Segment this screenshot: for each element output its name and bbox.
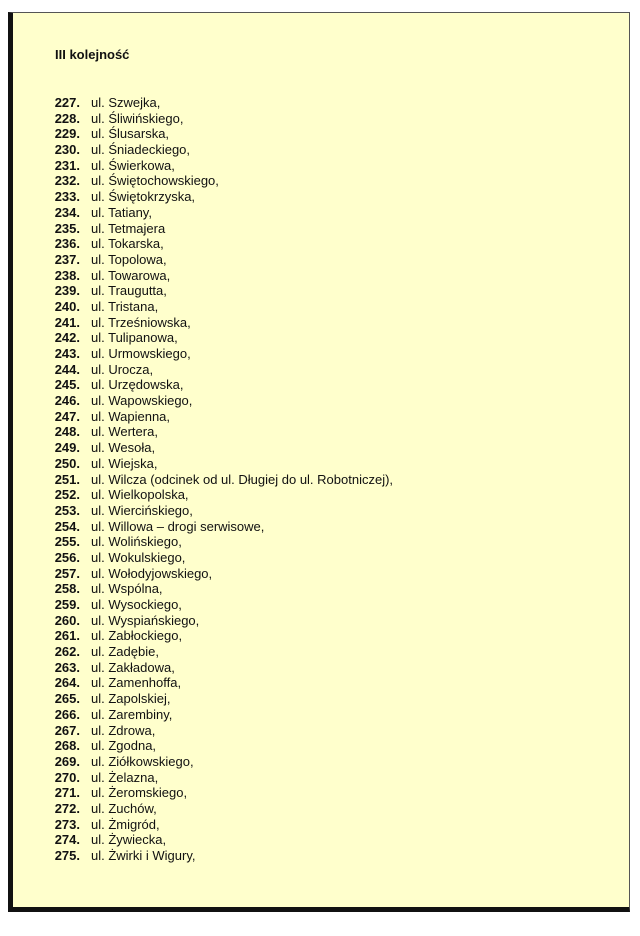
street-name: ul. Topolowa, <box>91 251 167 267</box>
street-name: ul. Wapowskiego, <box>91 393 193 409</box>
item-number: 242. <box>54 330 80 346</box>
list-item <box>43 785 393 801</box>
list-item <box>43 205 393 221</box>
list-item <box>43 173 393 189</box>
item-number: 244. <box>54 361 80 377</box>
item-number: 247. <box>54 408 80 424</box>
street-name: ul. Wertera, <box>91 424 158 440</box>
item-number: 234. <box>54 204 80 220</box>
list-item <box>43 770 393 786</box>
item-number: 237. <box>54 251 80 267</box>
list-item <box>43 801 393 817</box>
street-name: ul. Wołodyjowskiego, <box>91 565 213 581</box>
item-number: 243. <box>54 346 80 361</box>
item-number: 235. <box>54 220 80 236</box>
list-item <box>43 738 393 754</box>
street-name: ul. Ślusarska, <box>91 126 170 142</box>
item-number: 265. <box>54 691 80 707</box>
street-name: ul. Urzędowska, <box>91 377 184 393</box>
item-number: 260. <box>54 612 80 628</box>
item-number: 263. <box>54 659 80 675</box>
street-name: ul. Urocza, <box>91 361 154 377</box>
street-name: ul. Wiercińskiego, <box>91 502 193 518</box>
list-item <box>43 346 393 362</box>
street-name: ul. Zapolskiej, <box>91 691 171 707</box>
item-number: 233. <box>54 189 80 205</box>
list-item <box>43 268 393 284</box>
item-number: 271. <box>54 785 80 801</box>
item-number: 257. <box>54 565 80 581</box>
list-item <box>43 142 393 158</box>
list-item <box>43 424 393 440</box>
street-name: ul. Żmigród, <box>91 816 160 832</box>
list-item <box>43 848 393 864</box>
item-number: 261. <box>54 628 80 644</box>
list-item <box>43 691 393 707</box>
street-name: ul. Urmowskiego, <box>91 346 191 361</box>
item-number: 268. <box>54 738 80 754</box>
street-name: ul. Wspólna, <box>91 581 163 597</box>
list-item <box>43 362 393 378</box>
list-item <box>43 330 393 346</box>
list-item <box>43 252 393 268</box>
item-number: 253. <box>54 502 80 518</box>
street-name: ul. Wielkopolska, <box>91 487 189 503</box>
item-number: 228. <box>54 110 80 126</box>
list-item <box>43 723 393 739</box>
list-item <box>43 597 393 613</box>
item-number: 252. <box>54 487 80 503</box>
street-name: ul. Żelazna, <box>91 769 159 785</box>
item-number: 246. <box>54 393 80 409</box>
list-item <box>43 519 393 535</box>
list-item <box>43 377 393 393</box>
list-item <box>43 644 393 660</box>
list-item <box>43 111 393 127</box>
item-number: 227. <box>54 95 80 110</box>
street-name: ul. Towarowa, <box>91 267 171 283</box>
street-name: ul. Zarembiny, <box>91 706 173 722</box>
item-number: 230. <box>54 142 80 158</box>
street-name: ul. Zuchów, <box>91 800 157 816</box>
list-item <box>43 236 393 252</box>
street-name: ul. Tatiany, <box>91 204 152 220</box>
list-item <box>43 299 393 315</box>
list-item <box>43 550 393 566</box>
list-item <box>43 393 393 409</box>
street-name: ul. Wolińskiego, <box>91 534 182 550</box>
item-number: 236. <box>54 236 80 252</box>
street-name: ul. Żwirki i Wigury, <box>91 848 196 863</box>
item-number: 238. <box>54 267 80 283</box>
item-number: 239. <box>54 283 80 299</box>
street-name: ul. Żywiecka, <box>91 832 167 848</box>
street-name: ul. Wysockiego, <box>91 597 182 612</box>
list-item <box>43 472 393 488</box>
street-name: ul. Trześniowska, <box>91 314 191 330</box>
item-number: 272. <box>54 800 80 816</box>
street-name: ul. Tristana, <box>91 298 159 314</box>
list-item <box>43 660 393 676</box>
item-number: 266. <box>54 706 80 722</box>
street-name: ul. Tetmajera <box>91 220 166 236</box>
item-number: 245. <box>54 377 80 393</box>
list-item <box>43 754 393 770</box>
street-name: ul. Śliwińskiego, <box>91 110 184 126</box>
street-name: ul. Żeromskiego, <box>91 785 188 801</box>
list-item <box>43 832 393 848</box>
item-number: 273. <box>54 816 80 832</box>
item-number: 270. <box>54 769 80 785</box>
list-item <box>43 628 393 644</box>
document-page <box>8 12 630 912</box>
street-name: ul. Wyspiańskiego, <box>91 612 200 628</box>
list-item <box>43 581 393 597</box>
street-name: ul. Wilcza (odcinek od ul. Długiej do ul. Robotniczej), <box>91 471 394 487</box>
list-item <box>43 503 393 519</box>
street-name: ul. Wapienna, <box>91 408 171 424</box>
item-number: 240. <box>54 298 80 314</box>
item-number: 231. <box>54 157 80 173</box>
item-number: 267. <box>54 722 80 738</box>
item-number: 248. <box>54 424 80 440</box>
list-item <box>43 158 393 174</box>
item-number: 275. <box>54 848 80 863</box>
street-name: ul. Wokulskiego, <box>91 549 186 565</box>
list-item <box>43 487 393 503</box>
street-name: ul. Zamenhoffa, <box>91 675 182 691</box>
list-item <box>43 456 393 472</box>
item-number: 254. <box>54 518 80 534</box>
street-name: ul. Szwejka, <box>91 95 161 110</box>
item-number: 264. <box>54 675 80 691</box>
list-item <box>43 126 393 142</box>
street-name: ul. Wiejska, <box>91 455 158 471</box>
list-item <box>43 315 393 331</box>
list-item <box>43 817 393 833</box>
list-item <box>43 95 393 111</box>
list-item <box>43 613 393 629</box>
street-name: ul. Traugutta, <box>91 283 167 299</box>
street-name: ul. Tulipanowa, <box>91 330 178 346</box>
list-item <box>43 221 393 237</box>
item-number: 258. <box>54 581 80 597</box>
list-item <box>43 409 393 425</box>
list-item <box>43 534 393 550</box>
street-name: ul. Zabłockiego, <box>91 628 183 644</box>
item-number: 229. <box>54 126 80 142</box>
street-name: ul. Zgodna, <box>91 738 157 754</box>
item-number: 256. <box>54 549 80 565</box>
list-item <box>43 566 393 582</box>
item-number: 250. <box>54 455 80 471</box>
item-number: 249. <box>54 440 80 456</box>
street-name: ul. Świętokrzyska, <box>91 189 196 205</box>
item-number: 274. <box>54 832 80 848</box>
item-number: 255. <box>54 534 80 550</box>
street-name: ul. Ziółkowskiego, <box>91 753 194 769</box>
street-name: ul. Śniadeckiego, <box>91 142 191 158</box>
item-number: 269. <box>54 753 80 769</box>
item-number: 241. <box>54 314 80 330</box>
list-item <box>43 189 393 205</box>
item-number: 232. <box>54 173 80 189</box>
item-number: 262. <box>54 644 80 660</box>
street-name: ul. Zakładowa, <box>91 659 175 675</box>
street-name: ul. Willowa – drogi serwisowe, <box>91 518 265 534</box>
list-item <box>43 675 393 691</box>
street-name: ul. Tokarska, <box>91 236 164 252</box>
street-list <box>43 95 393 864</box>
street-name: ul. Zadębie, <box>91 644 159 660</box>
page-title: III kolejność <box>55 47 130 62</box>
street-name: ul. Wesoła, <box>91 440 156 456</box>
street-name: ul. Świerkowa, <box>91 157 175 173</box>
list-item <box>43 440 393 456</box>
item-number: 259. <box>54 597 80 612</box>
item-number: 251. <box>54 471 80 487</box>
street-name: ul. Świętochowskiego, <box>91 173 219 189</box>
street-name: ul. Zdrowa, <box>91 722 156 738</box>
list-item <box>43 707 393 723</box>
list-item <box>43 283 393 299</box>
